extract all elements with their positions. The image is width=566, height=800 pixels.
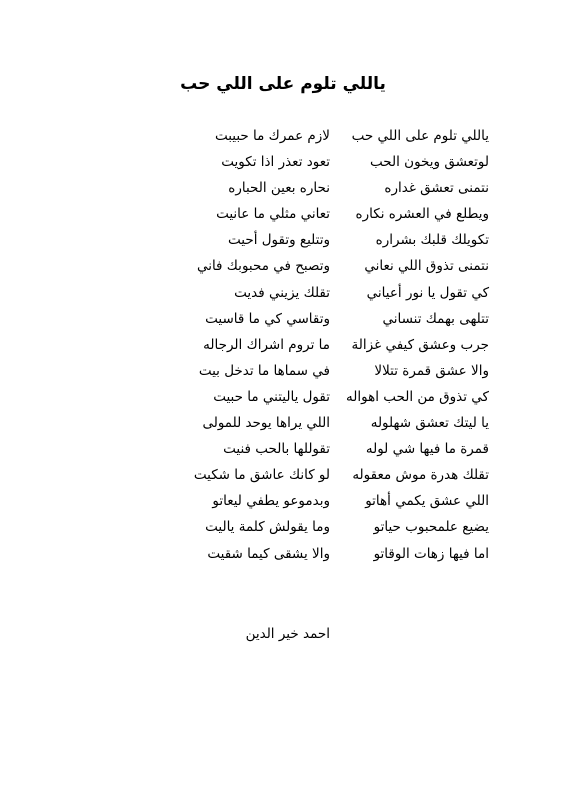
verse-second-hemistich: وبدموعو يطفي ليعاتو — [212, 493, 330, 510]
verse-row — [0, 361, 566, 387]
verse-second-hemistich: اللي يراها يوحد للمولى — [202, 415, 330, 432]
verse-first-hemistich: ياللي تلوم على اللي حب — [351, 128, 489, 144]
verse-first-hemistich: اما فيها زهات الوقاتو — [373, 545, 489, 562]
verse-first-hemistich: لوتعشق ويخون الحب — [370, 154, 489, 171]
verse-second-hemistich: نحاره بعين الحباره — [228, 180, 330, 197]
verse-first-hemistich: ويطلع في العشره نكاره — [355, 206, 489, 223]
verse-row — [0, 283, 566, 309]
verse-first-hemistich: اللي عشق يكمي أهاتو — [365, 493, 489, 510]
author-name: احمد خير الدين — [245, 626, 330, 642]
verse-first-hemistich: كي تقول يا نور أعياني — [366, 284, 489, 301]
verse-first-hemistich: جرب وعشق كيفي غزالة — [351, 336, 489, 353]
verse-row — [0, 256, 566, 282]
verse-row — [0, 126, 566, 152]
verse-first-hemistich: نتمنى تذوق اللي نعاني — [364, 258, 489, 275]
verse-first-hemistich: تقلك هدرة موش معقوله — [352, 467, 489, 484]
verse-second-hemistich: ما تروم اشراك الرجاله — [203, 336, 330, 353]
verse-second-hemistich: وتتليع وتقول أحيت — [228, 232, 330, 249]
verse-first-hemistich: يضيع علمحبوب حياتو — [373, 519, 489, 536]
verse-second-hemistich: تعاني مثلي ما عانيت — [216, 206, 330, 223]
verse-row — [0, 413, 566, 439]
verse-second-hemistich: وتقاسي كي ما قاسيت — [205, 310, 330, 327]
verse-second-hemistich: تقلك يزيني فديت — [234, 284, 330, 301]
verse-second-hemistich: والا يشقى كيما شقيت — [207, 545, 330, 562]
verse-first-hemistich: قمرة ما فيها شي لوله — [365, 441, 489, 458]
poem-title: ياللي تلوم على اللي حب — [180, 74, 386, 94]
verse-row — [0, 544, 566, 570]
verse-second-hemistich: في سماها ما تدخل بيت — [198, 362, 330, 379]
verse-second-hemistich: وتصبح في محبوبك فاني — [196, 258, 330, 275]
verse-first-hemistich: تكويلك قلبك بشراره — [375, 232, 489, 249]
verse-row — [0, 335, 566, 361]
verse-second-hemistich: تقول ياليتني ما حبيت — [213, 388, 330, 405]
verse-row — [0, 465, 566, 491]
verse-second-hemistich: لو كانك عاشق ما شكيت — [193, 467, 330, 484]
verse-second-hemistich: لازم عمرك ما حبيبت — [214, 128, 330, 144]
verse-first-hemistich: تتلهى بهمك تنساني — [382, 310, 489, 327]
verse-row — [0, 439, 566, 465]
verse-row — [0, 309, 566, 335]
verse-row — [0, 491, 566, 517]
verse-row — [0, 230, 566, 256]
verse-first-hemistich: يا ليتك تعشق شهلوله — [370, 415, 489, 432]
verse-row — [0, 152, 566, 178]
verse-second-hemistich: تعود تعذر اذا تكويت — [221, 154, 330, 171]
verse-first-hemistich: والا عشق قمرة تتلالا — [374, 362, 489, 379]
verse-second-hemistich: وما يقولش كلمة ياليت — [205, 519, 330, 536]
verse-row — [0, 204, 566, 230]
poem-verses — [0, 126, 566, 570]
verse-row — [0, 387, 566, 413]
verse-row — [0, 517, 566, 543]
verse-second-hemistich: تقوللها بالحب فنيت — [223, 441, 330, 458]
verse-first-hemistich: كي تذوق من الحب اهواله — [346, 388, 489, 405]
verse-first-hemistich: نتمنى تعشق غداره — [384, 180, 489, 197]
verse-row — [0, 178, 566, 204]
